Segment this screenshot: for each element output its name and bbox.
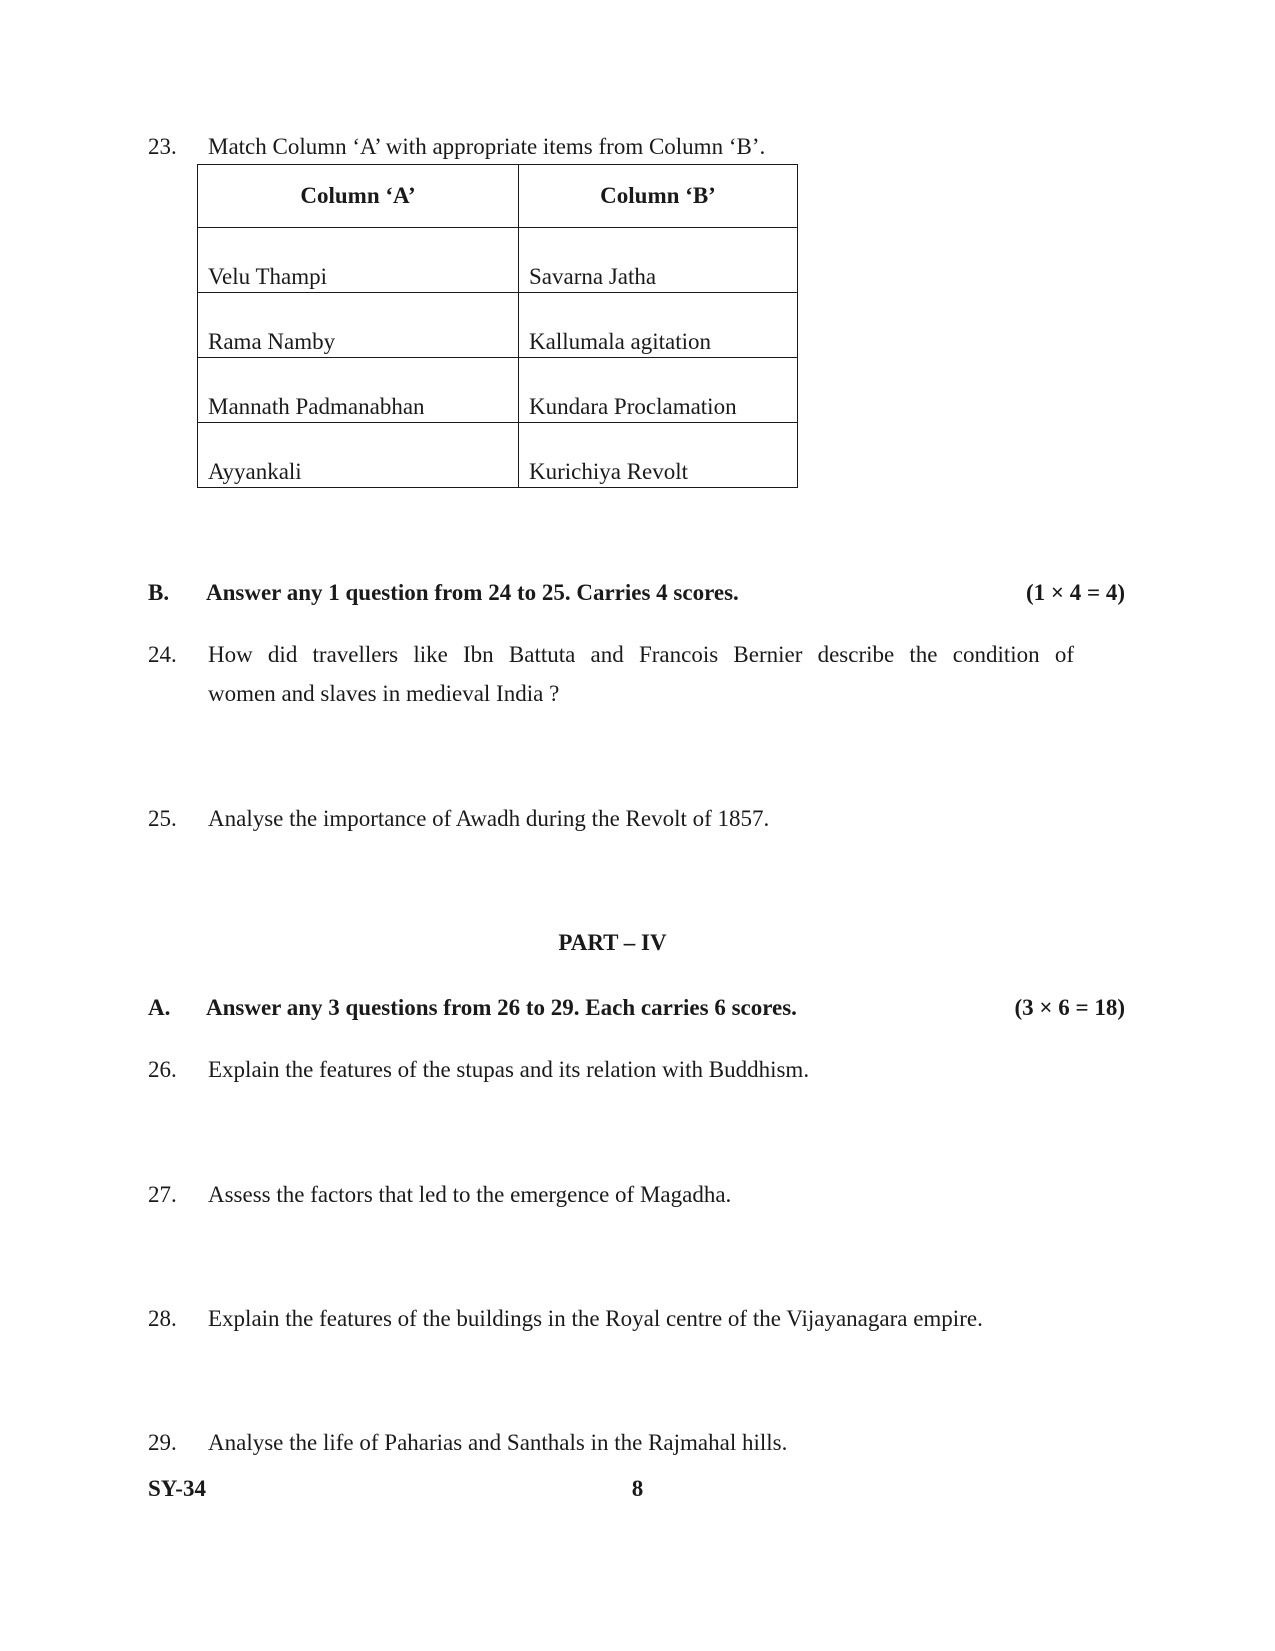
- table-cell: Kallumala agitation: [519, 293, 798, 358]
- section-b-marks: (1 × 4 = 4): [1025, 580, 1125, 605]
- question-26-number: 26.: [148, 1057, 177, 1082]
- table-cell: Velu Thampi: [198, 228, 519, 293]
- question-26-text: Explain the features of the stupas and its relation with Buddhism.: [208, 1057, 810, 1082]
- question-28-text: Explain the features of the buildings in the Royal centre of the Vijayanagara empire.: [208, 1306, 983, 1331]
- question-23-number: 23.: [148, 134, 177, 159]
- table-cell: Rama Namby: [198, 293, 519, 358]
- question-23-text: Match Column ‘A’ with appropriate items from Column ‘B’.: [208, 134, 766, 159]
- page-number: 8: [631, 1476, 644, 1501]
- question-29-text: Analyse the life of Paharias and Santhals in the Rajmahal hills.: [208, 1430, 788, 1455]
- question-24-line-1: How did travellers like Ibn Battuta and Francois Bernier describe the condition of: [208, 642, 1074, 667]
- table-cell: Ayyankali: [198, 423, 519, 488]
- table-row: [198, 293, 798, 358]
- table-row: [198, 228, 798, 293]
- question-27-text: Assess the factors that led to the emergence of Magadha.: [208, 1182, 732, 1207]
- match-table: [197, 164, 798, 488]
- part-heading: PART – IV: [558, 930, 667, 955]
- section-b-instruction: Answer any 1 question from 24 to 25. Carries 4 scores.: [206, 580, 739, 605]
- table-row: [198, 423, 798, 488]
- table-cell: Mannath Padmanabhan: [198, 358, 519, 423]
- table-cell: Kurichiya Revolt: [519, 423, 798, 488]
- match-table-header-row: [198, 165, 798, 228]
- section-a-label: A.: [148, 995, 171, 1020]
- section-a-instruction: Answer any 3 questions from 26 to 29. Each carries 6 scores.: [206, 995, 797, 1020]
- section-a-marks: (3 × 6 = 18): [1014, 995, 1125, 1020]
- table-cell: Kundara Proclamation: [519, 358, 798, 423]
- question-24-line-2: women and slaves in medieval India ?: [208, 681, 560, 706]
- table-cell: Savarna Jatha: [519, 228, 798, 293]
- column-a-header: Column ‘A’: [198, 165, 519, 228]
- question-28-number: 28.: [148, 1306, 177, 1331]
- column-b-header: Column ‘B’: [519, 165, 798, 228]
- question-25-number: 25.: [148, 806, 177, 831]
- footer-code: SY-34: [148, 1476, 206, 1501]
- question-29-number: 29.: [148, 1430, 177, 1455]
- table-row: [198, 358, 798, 423]
- question-25-text: Analyse the importance of Awadh during the Revolt of 1857.: [208, 806, 770, 831]
- question-27-number: 27.: [148, 1182, 177, 1207]
- section-b-label: B.: [148, 580, 170, 605]
- question-24-number: 24.: [148, 642, 177, 667]
